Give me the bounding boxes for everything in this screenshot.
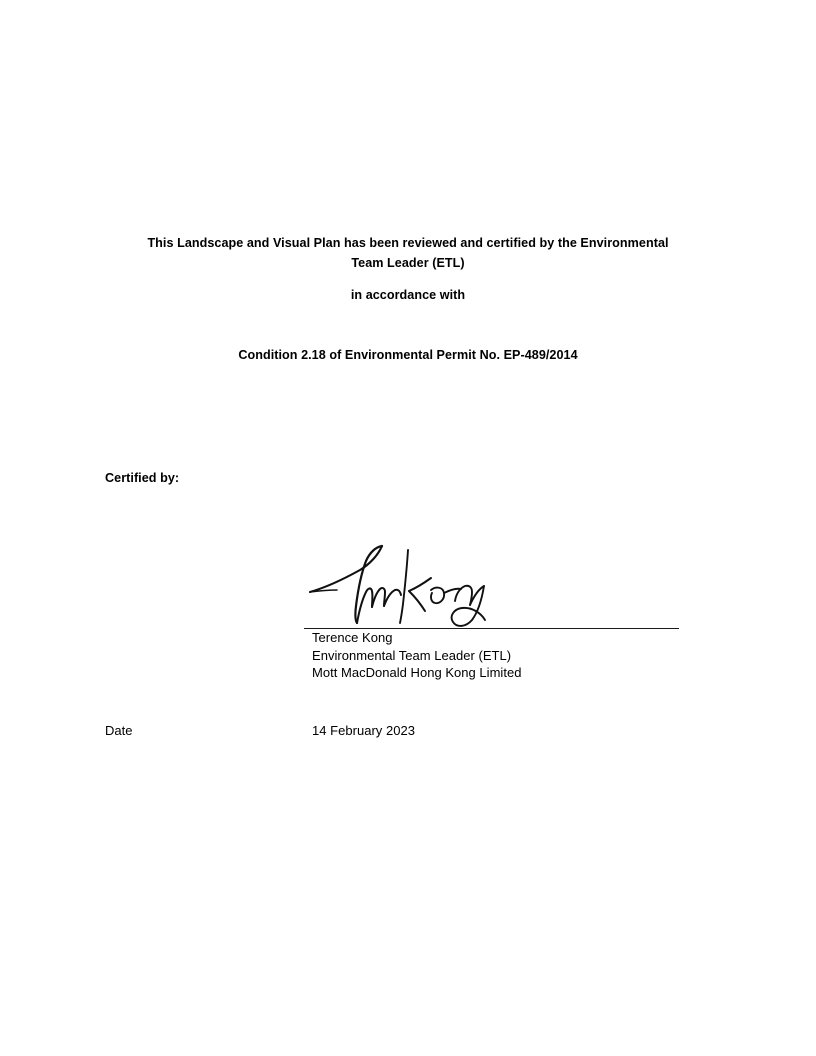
handwritten-signature-icon [304,528,679,630]
certification-heading: This Landscape and Visual Plan has been reviewed and certified by the Environmental Team Leader (ETL) [147,236,669,270]
date-value: 14 February 2023 [312,723,415,738]
certified-by-label: Certified by: [105,471,180,485]
certification-subheading: in accordance with [350,288,466,302]
certification-condition-reference: Condition 2.18 of Environmental Permit No. EP-489/2014 [238,348,578,362]
signatory-block [312,629,521,682]
date-label: Date [105,723,133,738]
signature-area [304,528,679,630]
signatory-organisation: Mott MacDonald Hong Kong Limited [312,665,522,681]
signatory-name: Terence Kong [312,630,393,645]
signatory-role: Environmental Team Leader (ETL) [312,647,512,663]
